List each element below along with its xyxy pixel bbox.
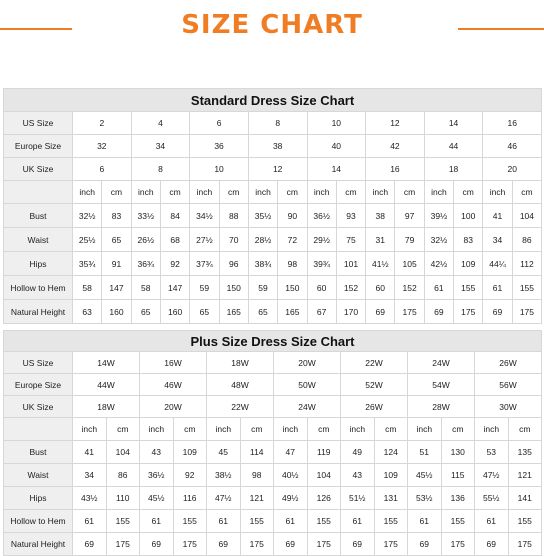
uk-size-cell: 20W xyxy=(140,396,207,418)
us-size-cell: 26W xyxy=(475,352,542,374)
measurement-value: 175 xyxy=(307,533,341,556)
measurement-value: 65 xyxy=(102,228,131,252)
measurement-value: 53½ xyxy=(408,487,442,510)
measurement-value: 65 xyxy=(131,300,160,324)
measurement-value: 39¾ xyxy=(307,252,336,276)
measurement-value: 25½ xyxy=(73,228,102,252)
table-row xyxy=(4,228,542,252)
measurement-value: 160 xyxy=(160,300,189,324)
measurement-value: 51½ xyxy=(341,487,375,510)
measurement-value: 84 xyxy=(160,204,189,228)
table-row xyxy=(4,204,542,228)
measurement-value: 126 xyxy=(307,487,341,510)
europe-size-cell: 50W xyxy=(274,374,341,396)
unit-cm-cell: cm xyxy=(336,181,365,204)
table-row xyxy=(4,300,542,324)
measurement-value: 115 xyxy=(441,464,475,487)
measurement-value: 41 xyxy=(483,204,512,228)
measurement-value: 61 xyxy=(341,510,375,533)
europe-size-cell: 38 xyxy=(248,135,307,158)
measurement-value: 155 xyxy=(307,510,341,533)
measurement-value: 98 xyxy=(240,464,274,487)
unit-cm-cell: cm xyxy=(508,418,542,441)
right-divider xyxy=(458,28,544,30)
measurement-value: 61 xyxy=(207,510,241,533)
measurement-value: 88 xyxy=(219,204,248,228)
measurement-value: 155 xyxy=(173,510,207,533)
measurement-value: 59 xyxy=(190,276,219,300)
measurement-value: 32½ xyxy=(424,228,453,252)
units-blank-cell xyxy=(4,418,73,441)
measurement-value: 155 xyxy=(508,510,542,533)
measurement-value: 34 xyxy=(73,464,107,487)
measurement-value: 41½ xyxy=(366,252,395,276)
europe-size-cell: 36 xyxy=(190,135,249,158)
measurement-value: 38½ xyxy=(207,464,241,487)
measurement-value: 121 xyxy=(240,487,274,510)
uk-size-cell: 10 xyxy=(190,158,249,181)
unit-inch-cell: inch xyxy=(274,418,308,441)
measurement-value: 45½ xyxy=(140,487,174,510)
measurement-value: 47 xyxy=(274,441,308,464)
measurement-label: Waist xyxy=(4,228,73,252)
uk-size-cell: 30W xyxy=(475,396,542,418)
table-heading-row xyxy=(4,89,542,112)
measurement-value: 69 xyxy=(424,300,453,324)
unit-inch-cell: inch xyxy=(408,418,442,441)
unit-cm-cell: cm xyxy=(278,181,307,204)
measurement-value: 47½ xyxy=(207,487,241,510)
measurement-value: 152 xyxy=(395,276,424,300)
uk-size-cell: 28W xyxy=(408,396,475,418)
measurement-value: 69 xyxy=(475,533,509,556)
us-size-row xyxy=(4,352,542,374)
europe-size-cell: 46 xyxy=(483,135,542,158)
measurement-value: 86 xyxy=(106,464,140,487)
measurement-value: 90 xyxy=(278,204,307,228)
us-size-cell: 8 xyxy=(248,112,307,135)
measurement-label: Natural Height xyxy=(4,533,73,556)
unit-cm-cell: cm xyxy=(240,418,274,441)
measurement-label: Hips xyxy=(4,252,73,276)
unit-inch-cell: inch xyxy=(483,181,512,204)
us-size-cell: 22W xyxy=(341,352,408,374)
unit-inch-cell: inch xyxy=(190,181,219,204)
measurement-value: 175 xyxy=(508,533,542,556)
measurement-value: 40½ xyxy=(274,464,308,487)
measurement-value: 44¼ xyxy=(483,252,512,276)
unit-inch-cell: inch xyxy=(73,181,102,204)
measurement-value: 131 xyxy=(374,487,408,510)
measurement-value: 155 xyxy=(240,510,274,533)
measurement-value: 69 xyxy=(408,533,442,556)
measurement-value: 92 xyxy=(160,252,189,276)
europe-size-cell: 44 xyxy=(424,135,483,158)
table-row xyxy=(4,252,542,276)
measurement-value: 35½ xyxy=(248,204,277,228)
measurement-value: 147 xyxy=(102,276,131,300)
measurement-value: 70 xyxy=(219,228,248,252)
us-size-cell: 16 xyxy=(483,112,542,135)
measurement-value: 91 xyxy=(102,252,131,276)
measurement-value: 69 xyxy=(73,533,107,556)
measurement-value: 104 xyxy=(307,464,341,487)
measurement-value: 69 xyxy=(366,300,395,324)
uk-size-cell: 24W xyxy=(274,396,341,418)
measurement-value: 124 xyxy=(374,441,408,464)
standard-size-table xyxy=(3,88,542,324)
uk-size-cell: 18W xyxy=(73,396,140,418)
unit-cm-cell: cm xyxy=(219,181,248,204)
measurement-value: 51 xyxy=(408,441,442,464)
europe-size-row xyxy=(4,135,542,158)
measurement-value: 31 xyxy=(366,228,395,252)
measurement-value: 61 xyxy=(140,510,174,533)
measurement-value: 67 xyxy=(307,300,336,324)
measurement-value: 69 xyxy=(140,533,174,556)
unit-cm-cell: cm xyxy=(160,181,189,204)
measurement-value: 79 xyxy=(395,228,424,252)
measurement-label: Bust xyxy=(4,204,73,228)
us-size-cell: 10 xyxy=(307,112,366,135)
unit-inch-cell: inch xyxy=(307,181,336,204)
unit-inch-cell: inch xyxy=(341,418,375,441)
measurement-value: 152 xyxy=(336,276,365,300)
measurement-value: 100 xyxy=(454,204,483,228)
measurement-value: 175 xyxy=(441,533,475,556)
table-row xyxy=(4,276,542,300)
measurement-value: 110 xyxy=(106,487,140,510)
measurement-value: 27½ xyxy=(190,228,219,252)
uk-size-row xyxy=(4,158,542,181)
measurement-value: 45½ xyxy=(408,464,442,487)
us-size-cell: 16W xyxy=(140,352,207,374)
measurement-value: 38¾ xyxy=(248,252,277,276)
measurement-value: 38 xyxy=(366,204,395,228)
table-row xyxy=(4,487,542,510)
units-blank-cell xyxy=(4,181,73,204)
measurement-value: 69 xyxy=(274,533,308,556)
measurement-value: 155 xyxy=(512,276,541,300)
europe-size-cell: 46W xyxy=(140,374,207,396)
measurement-value: 98 xyxy=(278,252,307,276)
measurement-value: 109 xyxy=(173,441,207,464)
table-row xyxy=(4,464,542,487)
measurement-value: 58 xyxy=(73,276,102,300)
us-size-row xyxy=(4,112,542,135)
measurement-value: 109 xyxy=(454,252,483,276)
measurement-value: 37¾ xyxy=(190,252,219,276)
measurement-value: 121 xyxy=(508,464,542,487)
us-size-cell: 14 xyxy=(424,112,483,135)
measurement-label: Waist xyxy=(4,464,73,487)
size-chart-header xyxy=(0,0,544,60)
us-size-label: US Size xyxy=(4,352,73,374)
europe-size-cell: 40 xyxy=(307,135,366,158)
measurement-value: 165 xyxy=(278,300,307,324)
measurement-value: 119 xyxy=(307,441,341,464)
uk-size-cell: 26W xyxy=(341,396,408,418)
measurement-value: 69 xyxy=(341,533,375,556)
measurement-value: 175 xyxy=(374,533,408,556)
measurement-value: 97 xyxy=(395,204,424,228)
measurement-value: 41 xyxy=(73,441,107,464)
europe-size-cell: 42 xyxy=(366,135,425,158)
measurement-value: 68 xyxy=(160,228,189,252)
measurement-value: 175 xyxy=(395,300,424,324)
us-size-cell: 12 xyxy=(366,112,425,135)
measurement-value: 96 xyxy=(219,252,248,276)
measurement-value: 65 xyxy=(190,300,219,324)
measurement-value: 59 xyxy=(248,276,277,300)
measurement-value: 175 xyxy=(512,300,541,324)
measurement-value: 160 xyxy=(102,300,131,324)
measurement-value: 155 xyxy=(374,510,408,533)
measurement-value: 141 xyxy=(508,487,542,510)
uk-size-cell: 22W xyxy=(207,396,274,418)
measurement-value: 109 xyxy=(374,464,408,487)
measurement-value: 61 xyxy=(424,276,453,300)
measurement-value: 43½ xyxy=(73,487,107,510)
europe-size-cell: 52W xyxy=(341,374,408,396)
measurement-value: 101 xyxy=(336,252,365,276)
europe-size-cell: 56W xyxy=(475,374,542,396)
unit-cm-cell: cm xyxy=(307,418,341,441)
measurement-value: 28½ xyxy=(248,228,277,252)
us-size-cell: 14W xyxy=(73,352,140,374)
europe-size-cell: 34 xyxy=(131,135,190,158)
measurement-value: 36¾ xyxy=(131,252,160,276)
uk-size-cell: 12 xyxy=(248,158,307,181)
measurement-value: 175 xyxy=(240,533,274,556)
measurement-value: 53 xyxy=(475,441,509,464)
measurement-value: 104 xyxy=(106,441,140,464)
europe-size-label: Europe Size xyxy=(4,135,73,158)
measurement-value: 61 xyxy=(73,510,107,533)
measurement-value: 83 xyxy=(102,204,131,228)
measurement-value: 150 xyxy=(219,276,248,300)
measurement-value: 34 xyxy=(483,228,512,252)
measurement-value: 155 xyxy=(106,510,140,533)
measurement-value: 105 xyxy=(395,252,424,276)
measurement-value: 58 xyxy=(131,276,160,300)
measurement-value: 150 xyxy=(278,276,307,300)
unit-cm-cell: cm xyxy=(173,418,207,441)
measurement-value: 60 xyxy=(307,276,336,300)
table-heading: Standard Dress Size Chart xyxy=(4,89,542,112)
measurement-value: 155 xyxy=(441,510,475,533)
measurement-value: 130 xyxy=(441,441,475,464)
measurement-value: 63 xyxy=(73,300,102,324)
table-row xyxy=(4,441,542,464)
europe-size-label: Europe Size xyxy=(4,374,73,396)
unit-cm-cell: cm xyxy=(395,181,424,204)
unit-cm-cell: cm xyxy=(106,418,140,441)
us-size-cell: 20W xyxy=(274,352,341,374)
measurement-label: Hollow to Hem xyxy=(4,276,73,300)
measurement-value: 135 xyxy=(508,441,542,464)
measurement-value: 93 xyxy=(336,204,365,228)
measurement-label: Natural Height xyxy=(4,300,73,324)
measurement-value: 60 xyxy=(366,276,395,300)
measurement-value: 49 xyxy=(341,441,375,464)
europe-size-row xyxy=(4,374,542,396)
unit-inch-cell: inch xyxy=(207,418,241,441)
uk-size-label: UK Size xyxy=(4,158,73,181)
uk-size-cell: 14 xyxy=(307,158,366,181)
unit-inch-cell: inch xyxy=(248,181,277,204)
measurement-value: 43 xyxy=(140,441,174,464)
measurement-value: 61 xyxy=(483,276,512,300)
uk-size-row xyxy=(4,396,542,418)
measurement-value: 72 xyxy=(278,228,307,252)
table-row xyxy=(4,510,542,533)
unit-inch-cell: inch xyxy=(424,181,453,204)
measurement-label: Hips xyxy=(4,487,73,510)
measurement-value: 147 xyxy=(160,276,189,300)
measurement-value: 165 xyxy=(219,300,248,324)
measurement-label: Hollow to Hem xyxy=(4,510,73,533)
measurement-value: 116 xyxy=(173,487,207,510)
europe-size-cell: 48W xyxy=(207,374,274,396)
page-title: SIZE CHART xyxy=(181,10,363,40)
table-heading: Plus Size Dress Size Chart xyxy=(4,331,542,352)
units-row xyxy=(4,418,542,441)
measurement-value: 32½ xyxy=(73,204,102,228)
uk-size-cell: 8 xyxy=(131,158,190,181)
measurement-value: 170 xyxy=(336,300,365,324)
measurement-value: 26½ xyxy=(131,228,160,252)
measurement-label: Bust xyxy=(4,441,73,464)
unit-cm-cell: cm xyxy=(512,181,541,204)
us-size-cell: 24W xyxy=(408,352,475,374)
measurement-value: 112 xyxy=(512,252,541,276)
uk-size-cell: 6 xyxy=(73,158,132,181)
measurement-value: 43 xyxy=(341,464,375,487)
europe-size-cell: 32 xyxy=(73,135,132,158)
units-row xyxy=(4,181,542,204)
measurement-value: 55½ xyxy=(475,487,509,510)
unit-cm-cell: cm xyxy=(374,418,408,441)
measurement-value: 75 xyxy=(336,228,365,252)
measurement-value: 34½ xyxy=(190,204,219,228)
measurement-value: 61 xyxy=(274,510,308,533)
europe-size-cell: 44W xyxy=(73,374,140,396)
measurement-value: 49½ xyxy=(274,487,308,510)
unit-inch-cell: inch xyxy=(140,418,174,441)
measurement-value: 175 xyxy=(454,300,483,324)
us-size-cell: 18W xyxy=(207,352,274,374)
measurement-value: 36½ xyxy=(307,204,336,228)
measurement-value: 114 xyxy=(240,441,274,464)
measurement-value: 33½ xyxy=(131,204,160,228)
us-size-cell: 2 xyxy=(73,112,132,135)
measurement-value: 61 xyxy=(408,510,442,533)
measurement-value: 83 xyxy=(454,228,483,252)
uk-size-label: UK Size xyxy=(4,396,73,418)
measurement-value: 29½ xyxy=(307,228,336,252)
us-size-cell: 6 xyxy=(190,112,249,135)
us-size-label: US Size xyxy=(4,112,73,135)
measurement-value: 136 xyxy=(441,487,475,510)
unit-inch-cell: inch xyxy=(475,418,509,441)
measurement-value: 45 xyxy=(207,441,241,464)
measurement-value: 175 xyxy=(106,533,140,556)
table-heading-row xyxy=(4,331,542,352)
measurement-value: 175 xyxy=(173,533,207,556)
measurement-value: 35¾ xyxy=(73,252,102,276)
unit-cm-cell: cm xyxy=(441,418,475,441)
measurement-value: 47½ xyxy=(475,464,509,487)
measurement-value: 42½ xyxy=(424,252,453,276)
unit-cm-cell: cm xyxy=(454,181,483,204)
measurement-value: 69 xyxy=(483,300,512,324)
uk-size-cell: 18 xyxy=(424,158,483,181)
measurement-value: 65 xyxy=(248,300,277,324)
measurement-value: 155 xyxy=(454,276,483,300)
unit-inch-cell: inch xyxy=(131,181,160,204)
unit-cm-cell: cm xyxy=(102,181,131,204)
plus-size-table xyxy=(3,330,542,556)
uk-size-cell: 16 xyxy=(366,158,425,181)
uk-size-cell: 20 xyxy=(483,158,542,181)
unit-inch-cell: inch xyxy=(366,181,395,204)
measurement-value: 36½ xyxy=(140,464,174,487)
measurement-value: 61 xyxy=(475,510,509,533)
unit-inch-cell: inch xyxy=(73,418,107,441)
measurement-value: 92 xyxy=(173,464,207,487)
us-size-cell: 4 xyxy=(131,112,190,135)
measurement-value: 69 xyxy=(207,533,241,556)
measurement-value: 39½ xyxy=(424,204,453,228)
measurement-value: 104 xyxy=(512,204,541,228)
table-row xyxy=(4,533,542,556)
europe-size-cell: 54W xyxy=(408,374,475,396)
measurement-value: 86 xyxy=(512,228,541,252)
